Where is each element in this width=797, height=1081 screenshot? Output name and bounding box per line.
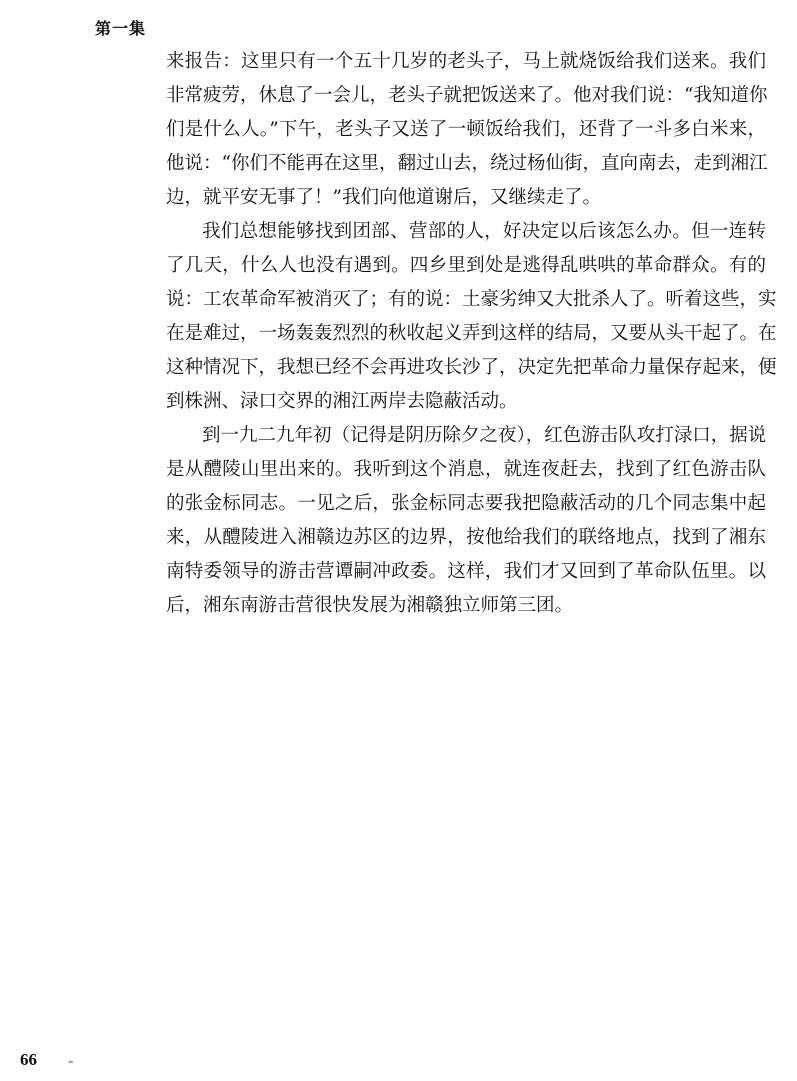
text-line: 来报告：这里只有一个五十几岁的老头子，马上就烧饭给我们送来。我们 — [166, 51, 766, 72]
page-mark: ∞ — [68, 1058, 74, 1066]
text-line: 的张金标同志。一见之后，张金标同志要我把隐蔽活动的几个同志集中起 — [166, 493, 766, 514]
text-line: 们是什么人。”下午，老头子又送了一顿饭给我们，还背了一斗多白米来， — [166, 119, 766, 140]
paragraph-3 — [166, 419, 766, 623]
text-line: 了几天，什么人也没有遇到。四乡里到处是逃得乱哄哄的革命群众。有的 — [166, 255, 766, 276]
text-line: 到一九二九年初（记得是阴历除夕之夜），红色游击队攻打渌口，据说 — [202, 425, 767, 446]
text-line: 到株洲、渌口交界的湘江两岸去隐蔽活动。 — [166, 391, 518, 412]
body-text — [166, 45, 777, 623]
page-number: 66 — [20, 1050, 37, 1069]
text-line: 是从醴陵山里出来的。我听到这个消息，就连夜赶去，找到了红色游击队 — [166, 459, 766, 480]
text-line: 来，从醴陵进入湘赣边苏区的边界，按他给我们的联络地点，找到了湘东 — [166, 527, 766, 548]
text-line: 边，就平安无事了！”我们向他道谢后，又继续走了。 — [166, 187, 601, 208]
paragraph-2 — [166, 215, 777, 419]
text-line: 在是难过，一场轰轰烈烈的秋收起义弄到这样的结局，又要从头干起了。在 — [166, 323, 777, 344]
text-line: 后，湘东南游击营很快发展为湘赣独立师第三团。 — [166, 595, 574, 616]
text-line: 南特委领导的游击营谭嗣冲政委。这样，我们才又回到了革命队伍里。以 — [166, 561, 766, 582]
text-line: 这种情况下，我想已经不会再进攻长沙了，决定先把革命力量保存起来，便 — [166, 357, 777, 378]
paragraph-1 — [166, 45, 766, 215]
text-line: 说：工农革命军被消灭了；有的说：土豪劣绅又大批杀人了。听着这些，实 — [166, 289, 777, 310]
text-line: 我们总想能够找到团部、营部的人，好决定以后该怎么办。但一连转 — [202, 221, 766, 242]
text-line: 他说：“你们不能再在这里，翻过山去，绕过杨仙街，直向南去，走到湘江 — [166, 153, 768, 174]
section-title: 第一集 — [95, 19, 147, 38]
text-line: 非常疲劳，休息了一会儿，老头子就把饭送来了。他对我们说：“我知道你 — [166, 85, 768, 106]
